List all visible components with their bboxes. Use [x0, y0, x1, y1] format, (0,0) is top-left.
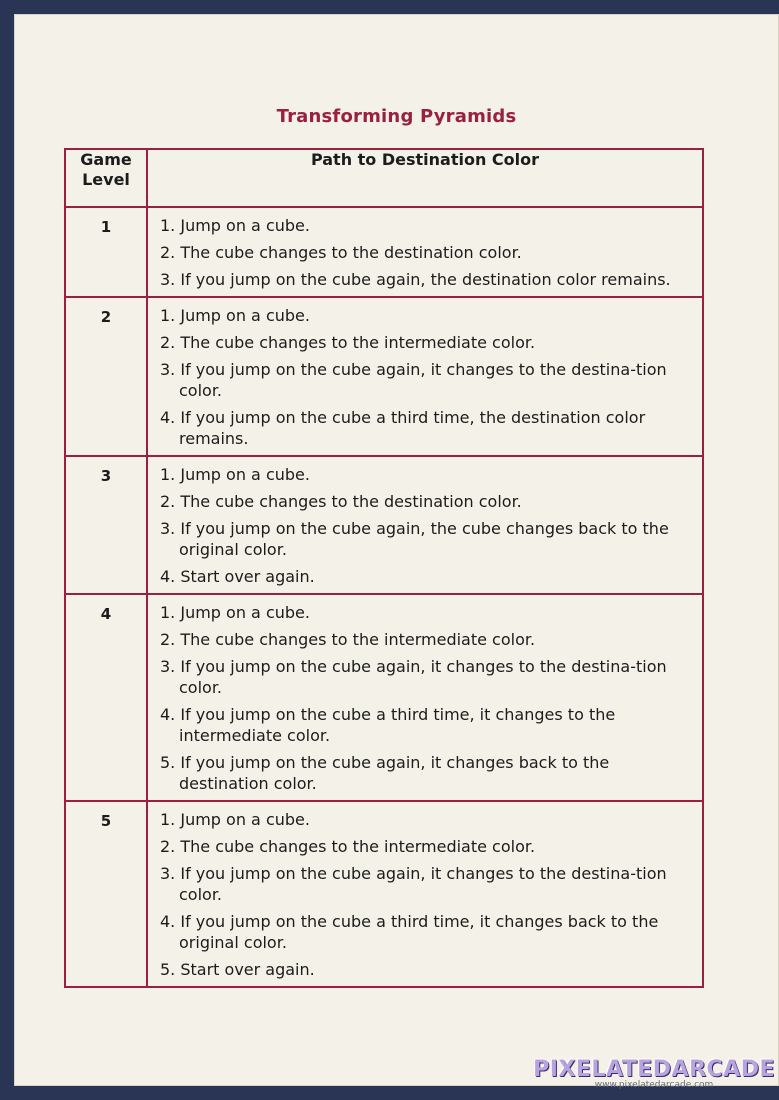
steps-cell [147, 207, 703, 297]
step-list [160, 809, 692, 980]
table-row [65, 297, 703, 456]
watermark-url: www.pixelatedarcade.com [594, 1080, 714, 1090]
step-item: 4. If you jump on the cube a third time, it changes to the intermediate color. [160, 705, 616, 745]
game-level-header-line1: Game [80, 150, 132, 169]
steps-cell [147, 801, 703, 987]
step-item: 1. Jump on a cube. [160, 216, 310, 235]
step-list [160, 602, 692, 794]
step-item: 1. Jump on a cube. [160, 810, 310, 829]
steps-cell [147, 594, 703, 801]
table-row [65, 207, 703, 297]
step-item: 2. The cube changes to the destination color. [160, 243, 522, 262]
manual-page [14, 14, 779, 1086]
path-header: Path to Destination Color [147, 149, 703, 207]
step-item: 1. Jump on a cube. [160, 603, 310, 622]
step-item: 1. Jump on a cube. [160, 465, 310, 484]
step-item: 2. The cube changes to the intermediate color. [160, 333, 536, 352]
step-item: 5. If you jump on the cube again, it changes back to the destination color. [160, 753, 610, 793]
steps-cell [147, 297, 703, 456]
level-number: 4 [65, 594, 147, 801]
step-item: 3. If you jump on the cube again, it changes to the destina-tion color. [160, 360, 667, 400]
steps-cell [147, 456, 703, 594]
table-row [65, 801, 703, 987]
watermark-logo: PIXELATEDARCADE [533, 1057, 775, 1082]
levels-table [64, 148, 704, 988]
step-item: 3. If you jump on the cube again, the destination color remains. [160, 270, 671, 289]
step-item: 3. If you jump on the cube again, the cube changes back to the original color. [160, 519, 669, 559]
step-item: 4. If you jump on the cube a third time, it changes back to the original color. [160, 912, 659, 952]
step-item: 5. Start over again. [160, 960, 315, 979]
step-item: 1. Jump on a cube. [160, 306, 310, 325]
table-header-row [65, 149, 703, 207]
step-item: 3. If you jump on the cube again, it changes to the destina-tion color. [160, 657, 667, 697]
step-item: 2. The cube changes to the intermediate color. [160, 630, 536, 649]
step-item: 4. Start over again. [160, 567, 315, 586]
step-item: 2. The cube changes to the destination color. [160, 492, 522, 511]
game-level-header-line2: Level [82, 170, 130, 189]
level-number: 2 [65, 297, 147, 456]
level-number: 3 [65, 456, 147, 594]
step-list [160, 464, 692, 587]
site-watermark [533, 1057, 775, 1090]
table-row [65, 456, 703, 594]
page-title: Transforming Pyramids [276, 106, 517, 127]
level-number: 5 [65, 801, 147, 987]
step-item: 2. The cube changes to the intermediate color. [160, 837, 536, 856]
game-level-header [65, 149, 147, 207]
table-row [65, 594, 703, 801]
step-item: 4. If you jump on the cube a third time, the destination color remains. [160, 408, 646, 448]
level-number: 1 [65, 207, 147, 297]
step-list [160, 305, 692, 449]
step-list [160, 215, 692, 290]
step-item: 3. If you jump on the cube again, it changes to the destina-tion color. [160, 864, 667, 904]
